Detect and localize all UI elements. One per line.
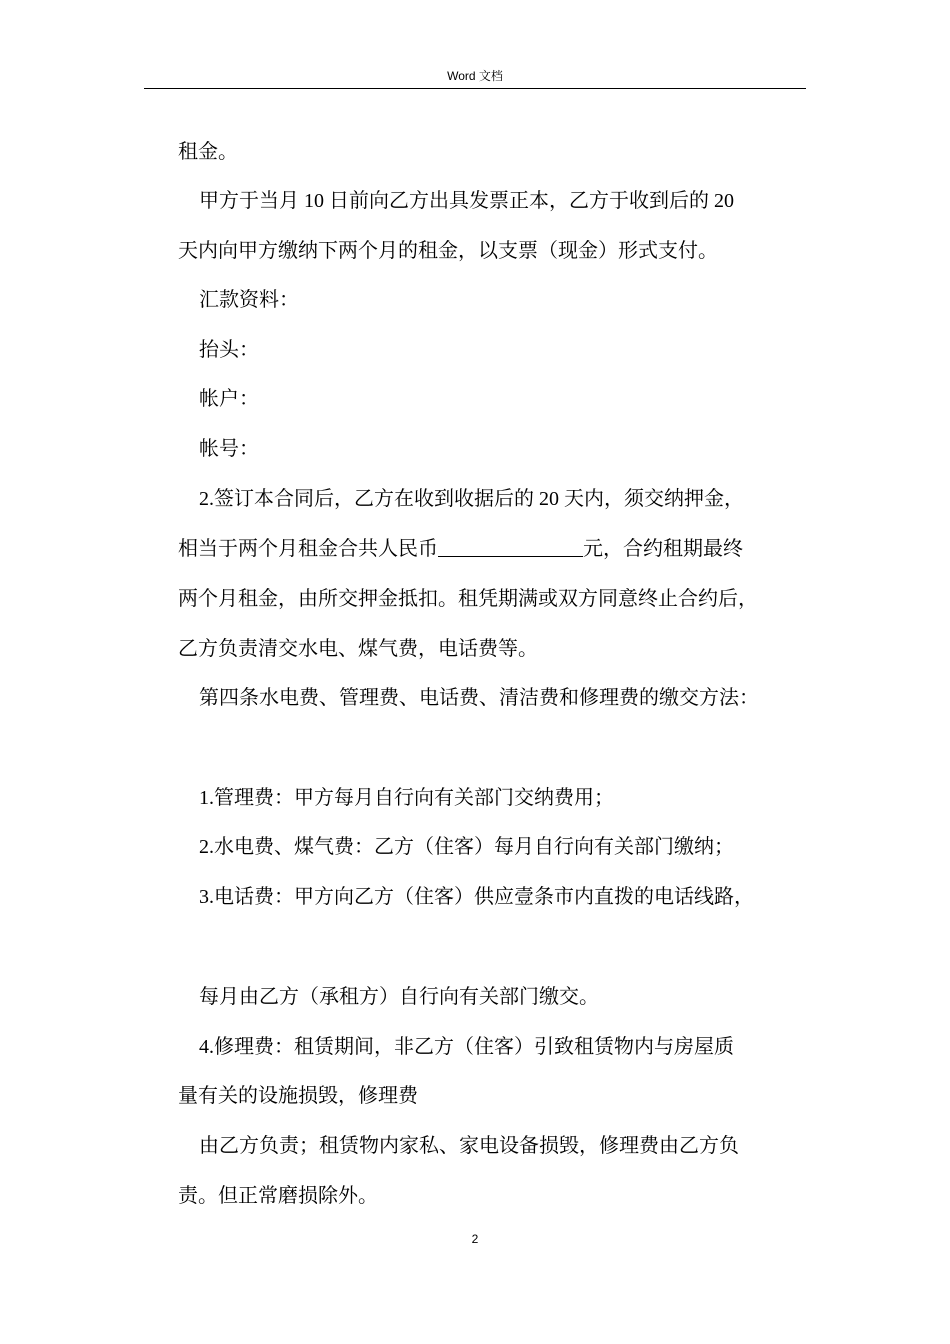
line-text: 相当于两个月租金合共人民币 bbox=[178, 538, 438, 560]
page-number: 2 bbox=[471, 1232, 479, 1246]
line-text: 元，合约租期最终 bbox=[583, 538, 743, 560]
paragraph-line: 帐户： bbox=[199, 388, 259, 410]
paragraph-line: 每月由乙方（承租方）自行向有关部门缴交。 bbox=[199, 986, 599, 1008]
paragraph-line: 2.签订本合同后，乙方在收到收据后的 20 天内，须交纳押金， bbox=[199, 488, 744, 510]
paragraph-line: 抬头： bbox=[199, 339, 259, 361]
paragraph-line: 3.电话费：甲方向乙方（住客）供应壹条市内直拨的电话线路， bbox=[199, 886, 754, 908]
page-header: Word 文档 bbox=[447, 69, 503, 83]
paragraph-line: 乙方负责清交水电、煤气费，电话费等。 bbox=[178, 638, 538, 660]
header-divider bbox=[144, 88, 806, 89]
paragraph-line: 1.管理费：甲方每月自行向有关部门交纳费用； bbox=[199, 787, 614, 809]
paragraph-line: 租金。 bbox=[178, 141, 238, 163]
paragraph-line: 4.修理费：租赁期间，非乙方（住客）引致租赁物内与房屋质 bbox=[199, 1036, 734, 1058]
paragraph-line: 由乙方负责；租赁物内家私、家电设备损毁，修理费由乙方负 bbox=[199, 1135, 739, 1157]
paragraph-line: 帐号： bbox=[199, 438, 259, 460]
paragraph-line bbox=[178, 535, 818, 563]
amount-blank bbox=[438, 536, 583, 557]
paragraph-line: 天内向甲方缴纳下两个月的租金，以支票（现金）形式支付。 bbox=[178, 240, 718, 262]
paragraph-line: 第四条水电费、管理费、电话费、清洁费和修理费的缴交方法： bbox=[199, 687, 759, 709]
paragraph-line: 两个月租金，由所交押金抵扣。租凭期满或双方同意终止合约后， bbox=[178, 588, 758, 610]
paragraph-line: 2.水电费、煤气费：乙方（住客）每月自行向有关部门缴纳； bbox=[199, 836, 734, 858]
paragraph-line: 责。但正常磨损除外。 bbox=[178, 1185, 378, 1207]
paragraph-line: 量有关的设施损毁，修理费 bbox=[178, 1085, 418, 1107]
paragraph-line: 汇款资料： bbox=[199, 289, 299, 311]
paragraph-line: 甲方于当月 10 日前向乙方出具发票正本，乙方于收到后的 20 bbox=[199, 190, 734, 212]
